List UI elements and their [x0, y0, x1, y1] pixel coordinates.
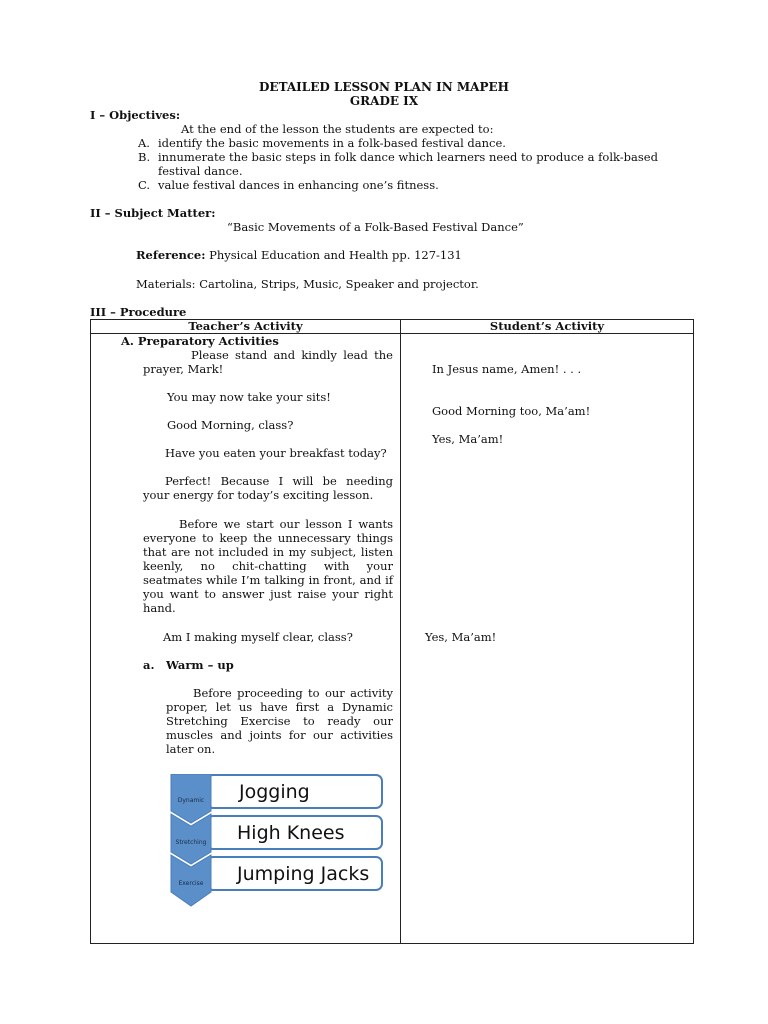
chevron-label-stretching: Stretching — [175, 839, 207, 846]
reference-line — [136, 248, 462, 262]
student-amen: In Jesus name, Amen! . . . — [432, 362, 582, 376]
warmup-diagram — [167, 774, 387, 914]
objective-letter-a: A. — [138, 136, 150, 150]
procedure-table — [90, 319, 694, 944]
box-label-high-knees: High Knees — [237, 822, 345, 844]
grade-label: GRADE IX — [349, 94, 419, 108]
warmup-letter: a. — [143, 658, 155, 672]
teacher-column-header: Teacher’s Activity — [91, 320, 401, 334]
box-label-jumping-jacks: Jumping Jacks — [237, 863, 370, 885]
student-yes-1: Yes, Ma’am! — [432, 432, 504, 446]
chevron-label-exercise: Exercise — [178, 880, 204, 887]
procedure-heading: III – Procedure — [90, 305, 187, 319]
objectives-intro: At the end of the lesson the students are expected to: — [181, 122, 494, 136]
document-title: DETAILED LESSON PLAN IN MAPEH — [259, 80, 509, 94]
warmup-text: Before proceeding to our activity proper, let us have first a Dynamic Stretching Exercise to ready our muscles and joints for our activities later on. — [166, 686, 393, 756]
warmup-label: Warm – up — [166, 658, 234, 672]
teacher-prayer: Please stand and kindly lead the prayer, Mark! — [143, 348, 393, 376]
student-morning-too: Good Morning too, Ma’am! — [432, 404, 591, 418]
objective-c: value festival dances in enhancing one’s fitness. — [158, 178, 439, 192]
objective-letter-b: B. — [138, 150, 151, 164]
objectives-heading: I – Objectives: — [90, 108, 181, 122]
objective-a: identify the basic movements in a folk-based festival dance. — [158, 136, 506, 150]
student-column-header: Student’s Activity — [401, 320, 694, 334]
section-a-label: A. Preparatory Activities — [121, 334, 279, 348]
box-label-jogging: Jogging — [239, 781, 310, 803]
chevron-label-dynamic: Dynamic — [177, 797, 205, 804]
student-activity-cell — [401, 334, 694, 944]
teacher-rules: Before we start our lesson I wants everyone to keep the unnecessary things that are not included in my subject, listen keenly, no chit-chatting with your seatmates while I’m talking in front, and if you want to answer just raise your right hand. — [143, 517, 393, 615]
teacher-activity-cell — [91, 334, 401, 944]
teacher-perfect: Perfect! Because I will be needing your energy for today’s exciting lesson. — [143, 474, 393, 502]
teacher-breakfast: Have you eaten your breakfast today? — [165, 446, 387, 460]
reference-label: Reference: — [136, 248, 206, 262]
teacher-sits: You may now take your sits! — [167, 390, 331, 404]
objective-b-cont: festival dance. — [158, 164, 243, 178]
reference-value: Physical Education and Health pp. 127-131 — [209, 248, 462, 262]
student-yes-2: Yes, Ma’am! — [425, 630, 497, 644]
teacher-clear: Am I making myself clear, class? — [163, 630, 353, 644]
materials-line: Materials: Cartolina, Strips, Music, Speaker and projector. — [136, 277, 479, 291]
objective-b: innumerate the basic steps in folk dance which learners need to produce a folk-based — [158, 150, 658, 164]
teacher-morning: Good Morning, class? — [167, 418, 294, 432]
subject-topic: “Basic Movements of a Folk-Based Festival Dance” — [227, 220, 524, 234]
objective-letter-c: C. — [138, 178, 151, 192]
subject-matter-heading: II – Subject Matter: — [90, 206, 216, 220]
